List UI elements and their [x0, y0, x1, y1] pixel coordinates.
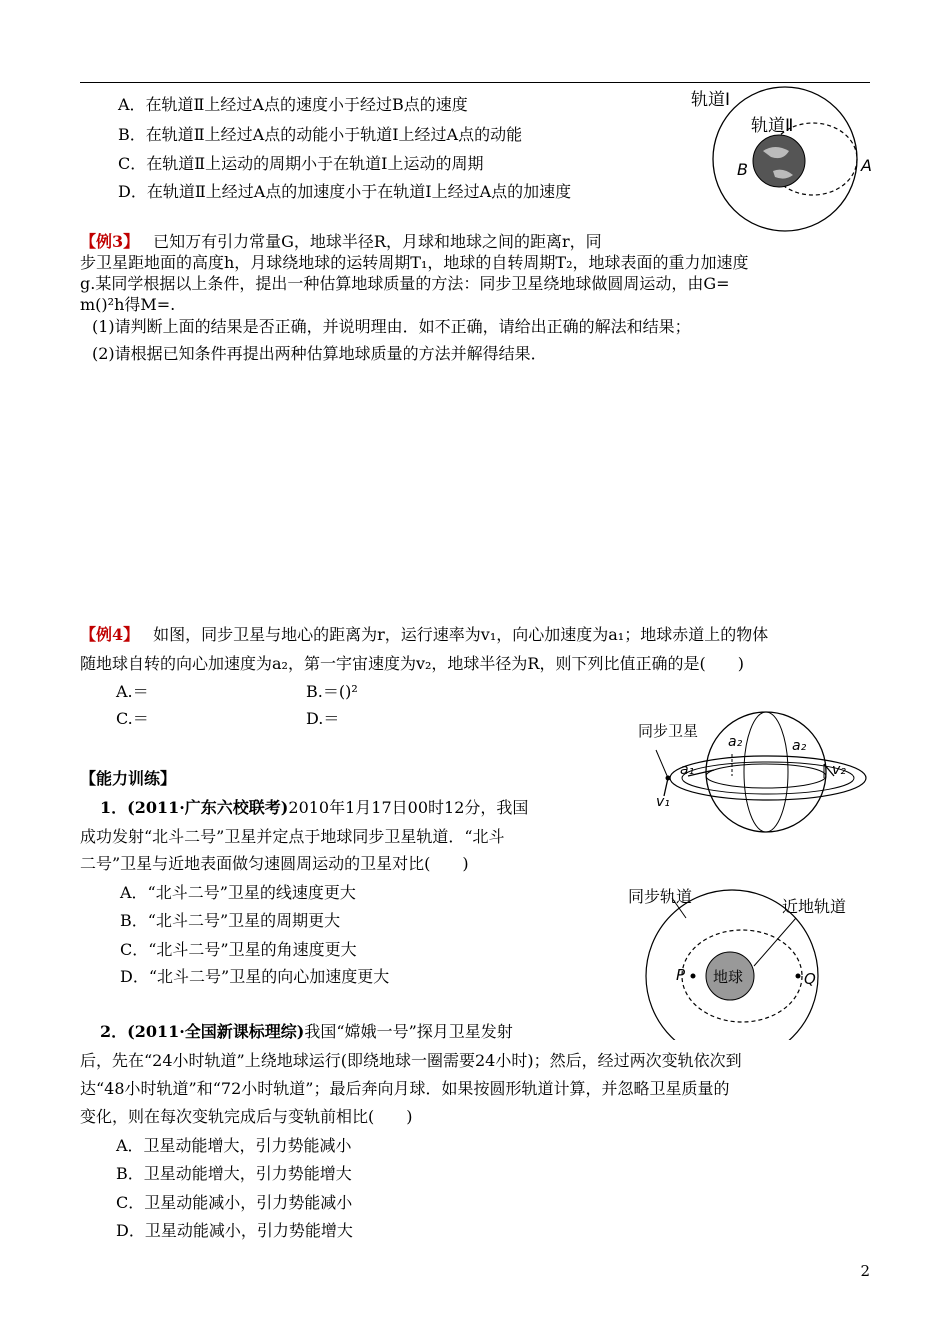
example-4-option-a: A.＝: [116, 682, 149, 701]
svg-text:a₂: a₂: [792, 738, 807, 754]
q2-line-1: 2．(2011·全国新课标理综)我国“嫦娥一号”探月卫星发射: [100, 1022, 513, 1041]
q1-option-a: A．“北斗二号”卫星的线速度更大: [120, 883, 356, 902]
near-orbit-label: 近地轨道: [782, 897, 847, 916]
example-3-line-3: g.某同学根据以上条件，提出一种估算地球质量的方法：同步卫星绕地球做圆周运动，由G=: [80, 274, 730, 293]
q2-option-b: B．卫星动能增大，引力势能增大: [116, 1164, 352, 1183]
q2-option-a: A．卫星动能增大，引力势能减小: [116, 1136, 352, 1155]
q2-line-4: 变化，则在每次变轨完成后与变轨前相比( ): [80, 1107, 413, 1126]
svg-text:P: P: [676, 966, 686, 984]
sync-orbit-label: 同步轨道: [628, 887, 693, 906]
example-4-tag: 【例4】: [80, 625, 140, 644]
q1-line-2: 成功发射“北斗二号”卫星并定点于地球同步卫星轨道．“北斗: [80, 827, 505, 846]
q2-option-d: D．卫星动能减小，引力势能增大: [116, 1221, 353, 1240]
option-a: A．在轨道Ⅱ上经过A点的速度小于经过B点的速度: [118, 95, 468, 114]
option-b: B．在轨道Ⅱ上经过A点的动能小于轨道Ⅰ上经过A点的动能: [118, 125, 523, 144]
example-3-sub-1: (1)请判断上面的结果是否正确，并说明理由．如不正确，请给出正确的解法和结果；: [92, 317, 691, 336]
example-3-line-2: 步卫星距地面的高度h，月球绕地球的运转周期T₁，地球的自转周期T₂，地球表面的重力加速度: [80, 253, 749, 272]
svg-text:v₁: v₁: [656, 794, 670, 810]
training-title: 【能力训练】: [80, 769, 177, 788]
example-3-tag: 【例3】: [80, 232, 140, 251]
earth-label: 地球: [713, 968, 744, 986]
orbit-figure: [685, 85, 885, 235]
option-d: D．在轨道Ⅱ上经过A点的加速度小于在轨道Ⅰ上经过A点的加速度: [118, 182, 572, 201]
example-3-sub-2: (2)请根据已知条件再提出两种估算地球质量的方法并解得结果．: [92, 344, 547, 363]
earth-icon: [753, 135, 805, 187]
example-4-option-c: C.＝: [116, 709, 149, 728]
q2-line-3: 达“48小时轨道”和“72小时轨道”；最后奔向月球．如果按圆形轨道计算，并忽略卫星质量的: [80, 1079, 730, 1098]
sync-satellite-label: 同步卫星: [638, 722, 699, 740]
orbits-figure: [622, 880, 872, 1040]
example-4-line-2: 随地球自转的向心加速度为a₂，第一宇宙速度为v₂，地球半径为R，则下列比值正确的是( ): [80, 654, 744, 673]
point-b-label: B: [737, 160, 748, 179]
svg-text:v₂: v₂: [832, 762, 846, 778]
q1-option-c: C．“北斗二号”卫星的角速度更大: [120, 940, 357, 959]
point-a-label: A: [861, 156, 872, 175]
q1-option-d: D．“北斗二号”卫星的向心加速度更大: [120, 967, 390, 986]
header-rule: [80, 82, 870, 83]
q2-option-c: C．卫星动能减小，引力势能减小: [116, 1193, 353, 1212]
orbit-1-label: 轨道Ⅰ: [691, 90, 731, 110]
svg-text:a₁: a₁: [680, 762, 695, 778]
example-4-option-d: D.＝: [306, 709, 340, 728]
page-number: 2: [860, 1262, 870, 1280]
svg-text:a₂: a₂: [728, 734, 743, 750]
q1-line-1: 1．(2011·广东六校联考)2010年1月17日00时12分，我国: [100, 798, 529, 817]
example-4-option-b: B.＝()²: [306, 682, 358, 701]
q2-line-2: 后，先在“24小时轨道”上绕地球运行(即绕地球一圈需要24小时)；然后，经过两次变轨依次到: [80, 1051, 742, 1070]
globe-figure: [628, 706, 873, 836]
q1-line-3: 二号”卫星与近地表面做匀速圆周运动的卫星对比( ): [80, 854, 469, 873]
svg-text:Q: Q: [804, 970, 816, 988]
example-4-line-1: 【例4】 如图，同步卫星与地心的距离为r，运行速率为v₁，向心加速度为a₁；地球赤道上的物体: [80, 625, 769, 644]
example-3-line-4: m()²h得M=.: [80, 295, 176, 314]
option-c: C．在轨道Ⅱ上运动的周期小于在轨道Ⅰ上运动的周期: [118, 154, 484, 173]
q1-option-b: B．“北斗二号”卫星的周期更大: [120, 911, 341, 930]
orbit-2-label: 轨道Ⅱ: [751, 116, 794, 136]
example-3-line-1: 【例3】 已知万有引力常量G，地球半径R，月球和地球之间的距离r，同: [80, 232, 602, 251]
